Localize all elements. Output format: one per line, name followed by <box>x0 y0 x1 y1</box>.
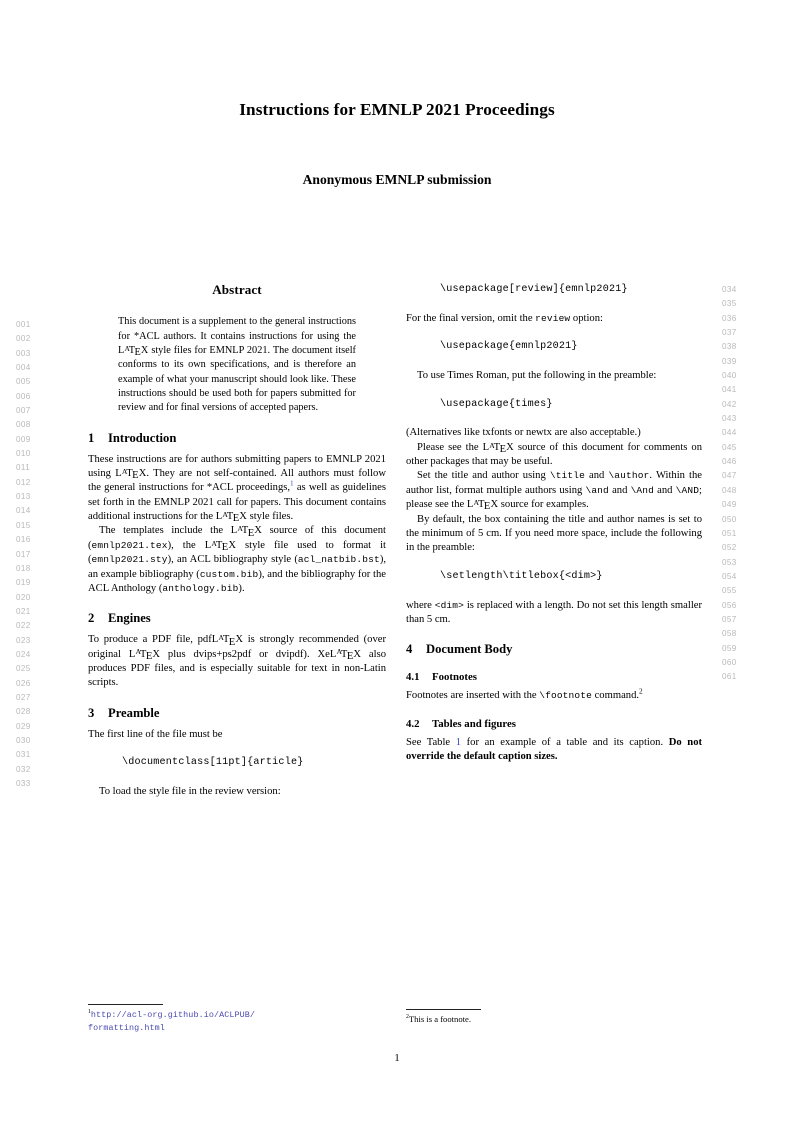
abstract-heading: Abstract <box>212 282 262 297</box>
line-number-054: 054 <box>722 571 737 581</box>
line-number-031: 031 <box>16 750 31 760</box>
line-number-015: 015 <box>16 520 31 530</box>
line-number-037: 037 <box>722 328 737 338</box>
line-number-035: 035 <box>722 299 737 309</box>
footnote-area-right <box>406 1002 702 1026</box>
subsection-number: 4.2 <box>406 717 420 730</box>
text-run: source of this document ( <box>88 525 386 551</box>
line-number-027: 027 <box>16 692 31 702</box>
line-number-043: 043 <box>722 414 737 424</box>
line-number-061: 061 <box>722 672 737 682</box>
line-number-013: 013 <box>16 492 31 502</box>
text-run: option: <box>570 312 603 324</box>
text-run: For the final version, omit the <box>406 312 536 324</box>
line-number-046: 046 <box>722 457 737 467</box>
code-block-usepackage-review: \usepackage[review]{emnlp2021} <box>440 284 628 295</box>
abstract-text-2: style files for EMNLP 2021. The document itself conforms to its own specifications, and is therefore an example of what your manuscript should look like. These instructions should be used both for papers submitted for review and for final versions of accepted papers. <box>118 345 356 414</box>
text-run: ), an ACL bibliography style ( <box>167 554 298 566</box>
line-number-019: 019 <box>16 578 31 588</box>
line-number-040: 040 <box>722 371 737 381</box>
text-run: The templates include the <box>99 525 231 537</box>
text-run: style file used to format it ( <box>88 539 386 566</box>
latex-logo: $L^ATEX$ <box>215 510 247 525</box>
line-number-025: 025 <box>16 664 31 674</box>
line-number-014: 014 <box>16 506 31 516</box>
text-run: To produce a PDF file, pdf <box>88 634 212 646</box>
text-run: ). <box>238 582 245 594</box>
line-number-045: 045 <box>722 442 737 452</box>
code-and-upper: \AND <box>675 484 700 496</box>
code-title-command: \title <box>549 470 585 482</box>
code-block-usepackage-times: \usepackage{times} <box>440 398 553 410</box>
line-number-042: 042 <box>722 399 737 409</box>
text-run: is strongly recommended (over original <box>88 634 386 660</box>
latex-logo: $L^ATEX$ <box>118 343 149 359</box>
text-run: See Table <box>406 736 456 748</box>
code-block-setlength-titlebox: \setlength\titlebox{<dim>} <box>440 570 603 582</box>
line-number-018: 018 <box>16 563 31 573</box>
text-run: also produces PDF files, and is especially suitable for text in non-Latin scripts. <box>88 648 386 689</box>
section-number: 4 <box>406 642 413 657</box>
text-run: for an example of a table and its caption. <box>461 736 669 748</box>
code-emnlp-tex: emnlp2021.tex <box>91 539 168 551</box>
latex-logo: $L^ATEX$ <box>128 647 161 662</box>
line-number-047: 047 <box>722 471 737 481</box>
section-title: Document Body <box>426 642 513 657</box>
intro-paragraph-2 <box>88 524 386 596</box>
text-run: These instructions are for authors submitting papers to EMNLP 2021 using <box>88 453 386 480</box>
caption-warning-text: Do not override the default caption sizes. <box>406 736 703 762</box>
text-run: Footnotes are inserted with the <box>406 690 540 702</box>
code-footnote-command: \footnote <box>539 690 592 702</box>
section-heading-preamble <box>88 706 386 721</box>
line-number-050: 050 <box>722 514 737 524</box>
section-title: Preamble <box>108 705 160 720</box>
line-number-048: 048 <box>722 485 737 495</box>
text-run: Set the title and author using <box>417 470 550 482</box>
line-number-010: 010 <box>16 449 31 459</box>
footnote-area-left <box>88 997 270 1034</box>
text-run: and <box>608 484 631 496</box>
line-number-024: 024 <box>16 649 31 659</box>
section-number: 2 <box>88 611 95 626</box>
text-run: source for examples. <box>498 499 589 511</box>
line-number-041: 041 <box>722 385 737 395</box>
code-block-documentclass: \documentclass[11pt]{article} <box>122 757 304 769</box>
line-numbers-left <box>16 318 44 791</box>
table-reference-link[interactable]: 1 <box>455 736 462 748</box>
footnote-1 <box>88 1009 270 1034</box>
text-run: command. <box>591 690 640 702</box>
text-run: ; please see the <box>406 484 702 511</box>
preamble-paragraph-9 <box>406 599 702 628</box>
subsection-title: Footnotes <box>432 671 477 684</box>
code-emnlp-sty: emnlp2021.sty <box>91 554 168 566</box>
line-number-038: 038 <box>722 342 737 352</box>
latex-logo: $L^ATEX$ <box>115 466 147 482</box>
line-number-007: 007 <box>16 406 31 416</box>
author-line: Anonymous EMNLP submission <box>302 172 492 187</box>
subsection-heading-tables-figures <box>406 717 702 731</box>
line-number-022: 022 <box>16 621 31 631</box>
line-number-005: 005 <box>16 377 31 387</box>
footnote-url-line2[interactable]: formatting.html <box>88 1022 165 1033</box>
line-number-036: 036 <box>722 313 737 323</box>
line-number-051: 051 <box>722 528 737 538</box>
line-number-029: 029 <box>16 721 31 731</box>
latex-logo: $L^ATEX$ <box>466 498 499 513</box>
latex-logo: $L^ATEX$ <box>329 647 362 662</box>
line-number-039: 039 <box>722 356 737 366</box>
footnotes-paragraph <box>406 689 702 703</box>
line-number-003: 003 <box>16 348 31 358</box>
line-number-006: 006 <box>16 391 31 401</box>
subsection-heading-footnotes <box>406 670 702 684</box>
text-run: source of this document for comments on other packages that may be useful. <box>406 441 702 468</box>
line-number-055: 055 <box>722 586 737 596</box>
line-number-008: 008 <box>16 420 31 430</box>
line-number-011: 011 <box>16 463 31 473</box>
preamble-paragraph-4: To use Times Roman, put the following in the preamble: <box>417 370 657 382</box>
text-run: ), the <box>167 539 205 551</box>
footnote-number: 2 <box>406 1014 409 1021</box>
line-numbers-right <box>722 283 750 685</box>
line-number-023: 023 <box>16 635 31 645</box>
section-title: Engines <box>108 611 151 626</box>
line-number-053: 053 <box>722 557 737 567</box>
section-heading-engines <box>88 611 386 626</box>
line-number-020: 020 <box>16 592 31 602</box>
line-number-044: 044 <box>722 428 737 438</box>
code-and-lower: \and <box>585 484 609 496</box>
line-number-049: 049 <box>722 500 737 510</box>
page-title: Instructions for EMNLP 2021 Proceedings <box>239 100 555 119</box>
code-acl-natbib-bst: acl_natbib.bst <box>297 554 380 566</box>
line-number-058: 058 <box>722 629 737 639</box>
preamble-paragraph-1: The first line of the file must be <box>88 728 223 740</box>
column-right <box>406 283 702 764</box>
footnote-rule <box>406 1009 481 1010</box>
line-number-016: 016 <box>16 535 31 545</box>
line-number-012: 012 <box>16 477 31 487</box>
line-number-009: 009 <box>16 434 31 444</box>
text-run: . They are not self-contained. All authors must follow the general instructions for *ACL proceedings, <box>88 468 386 494</box>
text-run: ), an example bibliography ( <box>88 554 386 580</box>
line-number-017: 017 <box>16 549 31 559</box>
line-number-057: 057 <box>722 614 737 624</box>
text-run: is replaced with a length. Do not set this length smaller than 5 cm. <box>406 599 702 625</box>
preamble-paragraph-5: (Alternatives like txfonts or newtx are also acceptable.) <box>406 427 641 439</box>
line-number-034: 034 <box>722 285 737 294</box>
preamble-paragraph-6 <box>406 441 702 470</box>
code-review-option: review <box>535 312 571 324</box>
footnote-marker-1[interactable]: 1 <box>290 479 294 488</box>
footnote-2 <box>406 1014 702 1026</box>
text-run: where <box>406 599 435 611</box>
text-run: . Within the author list, format multiple authors using <box>406 470 702 496</box>
section-number: 1 <box>88 430 95 445</box>
section-heading-document-body <box>406 642 702 657</box>
line-number-060: 060 <box>722 657 737 667</box>
text-run: ), and the bibliography for the ACL Anthology ( <box>88 568 386 594</box>
text-run: and <box>653 484 676 496</box>
tables-figures-paragraph <box>406 736 702 765</box>
latex-logo: $L^ATEX$ <box>482 440 514 456</box>
code-anthology-bib: anthology.bib <box>162 582 239 594</box>
code-and-mixed: \And <box>630 484 654 496</box>
footnote-rule <box>88 1004 163 1005</box>
line-number-004: 004 <box>16 363 31 373</box>
line-number-052: 052 <box>722 543 737 553</box>
abstract-text-1: This document is a supplement to the general instructions for *ACL authors. It contains instructions for using the <box>118 316 356 342</box>
page-number: 1 <box>394 1053 400 1064</box>
line-number-021: 021 <box>16 606 31 616</box>
code-custom-bib: custom.bib <box>199 568 259 580</box>
abstract-body <box>118 315 356 415</box>
preamble-paragraph-7 <box>406 469 702 512</box>
line-number-028: 028 <box>16 707 31 717</box>
code-dim-placeholder: <dim> <box>434 599 464 611</box>
preamble-paragraph-8: By default, the box containing the title and author names is set to the minimum of 5 cm. If you need more space, include the following in the preamble: <box>406 513 702 554</box>
line-number-030: 030 <box>16 735 31 745</box>
subsection-number: 4.1 <box>406 671 420 684</box>
footnote-number: 1 <box>88 1009 91 1016</box>
code-author-command: \author <box>608 470 650 482</box>
text-run: as well as guidelines set forth in the EMNLP 2021 call for papers. This document contains additional instructions for the <box>88 482 386 523</box>
line-number-033: 033 <box>16 779 31 788</box>
footnote-url-line1[interactable]: http://acl-org.github.io/ACLPUB/ <box>90 1010 255 1020</box>
preamble-paragraph-3 <box>406 312 702 326</box>
section-heading-introduction <box>88 431 386 446</box>
text-run: Please see the <box>417 441 483 453</box>
latex-logo: $L^ATEX$ <box>211 633 243 648</box>
column-left <box>88 283 386 799</box>
latex-logo: $L^ATEX$ <box>204 538 236 554</box>
section-title: Introduction <box>108 430 177 445</box>
line-number-026: 026 <box>16 678 31 688</box>
text-run: style files. <box>246 511 294 523</box>
line-number-059: 059 <box>722 643 737 653</box>
footnote-marker-2[interactable]: 2 <box>639 687 643 696</box>
line-number-001: 001 <box>16 320 31 329</box>
code-block-usepackage-emnlp: \usepackage{emnlp2021} <box>440 341 578 353</box>
section-number: 3 <box>88 705 95 720</box>
preamble-paragraph-2: To load the style file in the review version: <box>99 785 281 797</box>
latex-logo: $L^ATEX$ <box>230 524 262 539</box>
subsection-title: Tables and figures <box>432 717 517 730</box>
text-run: plus dvips+ps2pdf or dvipdf). Xe <box>160 648 330 660</box>
line-number-002: 002 <box>16 334 31 344</box>
footnote-text: This is a footnote. <box>408 1014 471 1024</box>
text-run: and <box>584 470 609 482</box>
intro-paragraph-1 <box>88 453 386 525</box>
engines-paragraph-1 <box>88 633 386 690</box>
line-number-056: 056 <box>722 600 737 610</box>
line-number-032: 032 <box>16 764 31 774</box>
